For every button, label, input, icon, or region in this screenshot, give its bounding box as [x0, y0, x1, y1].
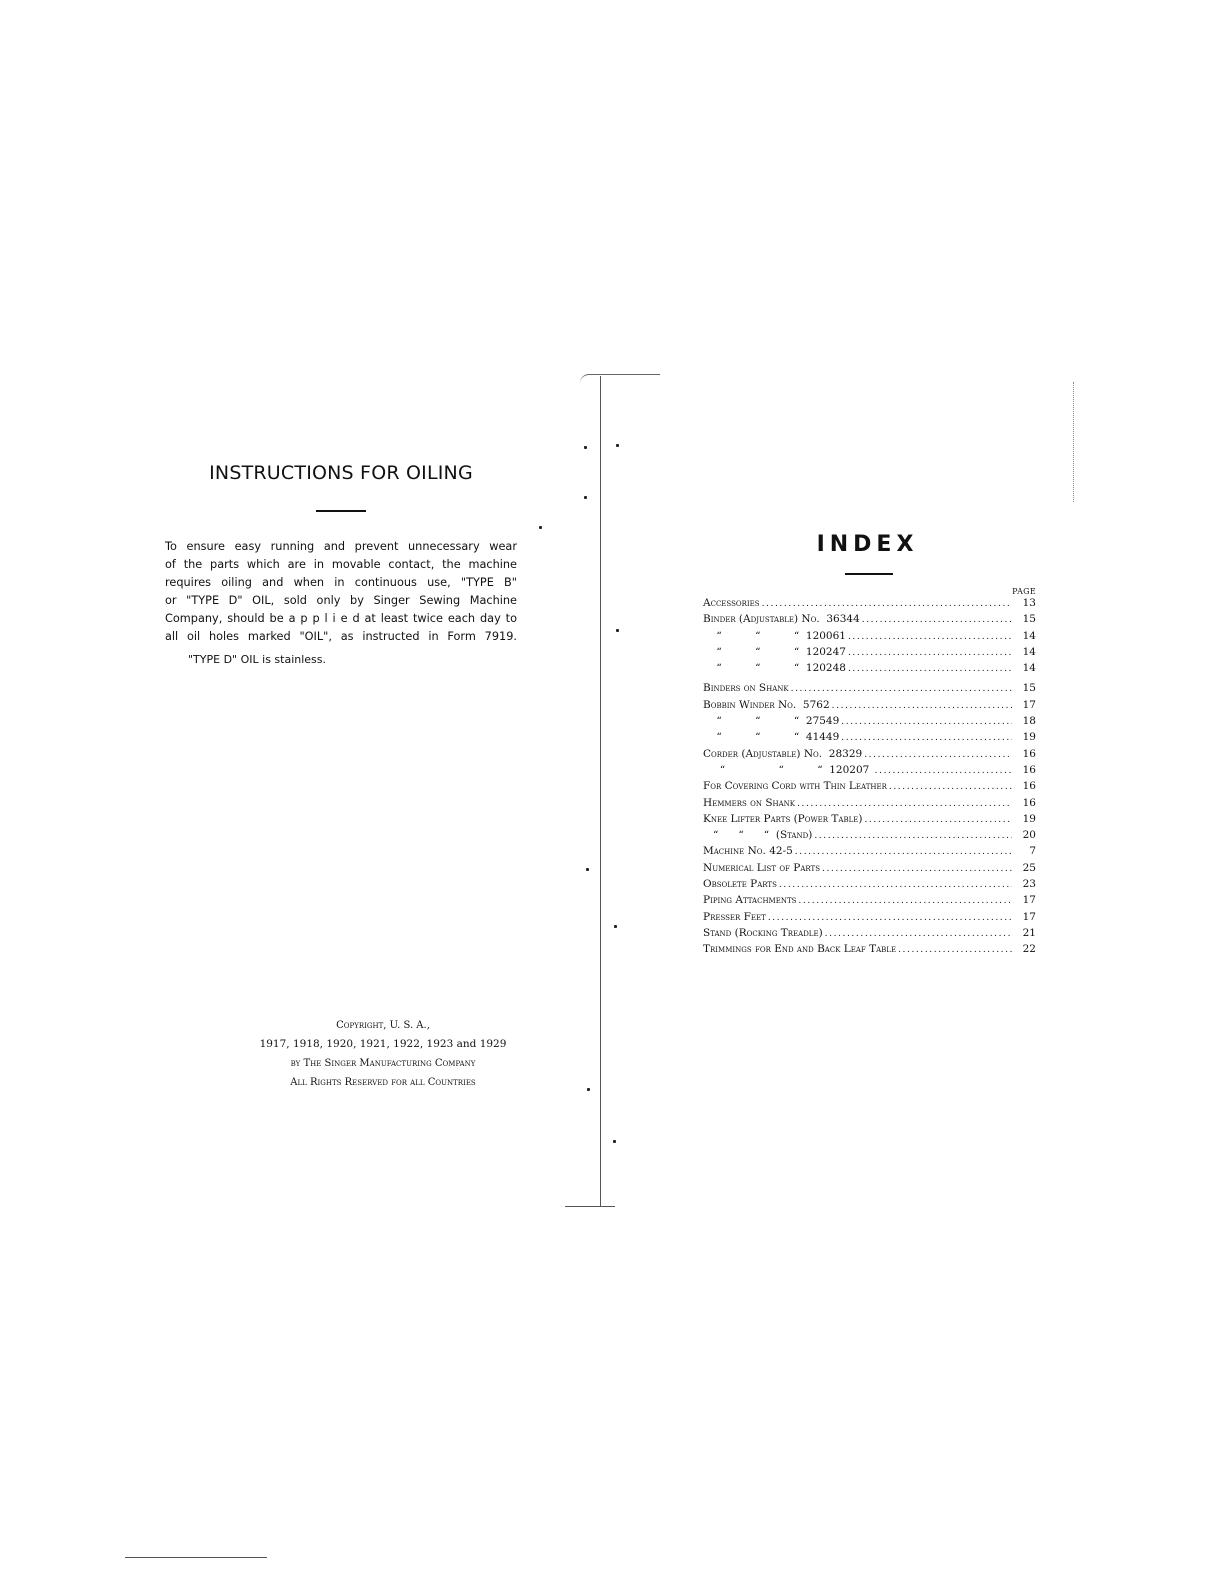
index-entry — [703, 797, 1036, 813]
dot-leader — [768, 913, 1012, 923]
dot-leader — [798, 896, 1012, 906]
index-entry-label: “ “ “ 120248 — [703, 662, 846, 675]
dot-leader — [864, 750, 1012, 760]
oiling-instructions — [165, 538, 517, 646]
index-entry-label: “ “ “ 120207 — [703, 763, 873, 776]
dot-leader — [832, 701, 1012, 711]
index-entry — [703, 764, 1036, 780]
dot-leader — [864, 815, 1012, 825]
scan-speck — [613, 1140, 616, 1143]
index-entry — [703, 699, 1036, 715]
dot-leader — [898, 945, 1012, 955]
instruction-line: of the parts which are in movable contact, the machine — [165, 558, 517, 571]
index-entry-page: 14 — [1022, 629, 1036, 642]
index-entry-label: Knee Lifter Parts (Power Table) — [703, 812, 863, 825]
oiling-title: INSTRUCTIONS FOR OILING — [209, 462, 473, 484]
index-entry-page: 19 — [1022, 731, 1036, 744]
scan-speck — [586, 868, 589, 871]
copyright-company: by The Singer Manufacturing Company — [290, 1058, 476, 1069]
index-entry-page: 18 — [1022, 715, 1036, 728]
dot-leader — [795, 847, 1012, 857]
gutter-top-edge — [580, 374, 660, 383]
index-entry-label: Binder (Adjustable) No. 36344 — [703, 613, 860, 626]
index-entry — [703, 894, 1036, 910]
index-title: INDEX — [816, 532, 919, 557]
dot-leader — [841, 733, 1012, 743]
index-list — [703, 597, 1036, 960]
index-entry-label: Machine No. 42-5 — [703, 845, 793, 858]
index-entry-label: For Covering Cord with Thin Leather — [703, 780, 887, 793]
index-entry-label: Hemmers on Shank — [703, 796, 796, 809]
instruction-line: or "TYPE D" OIL, sold only by Singer Sewing Machine — [165, 594, 517, 607]
instruction-line: Company, should be a p p l i e d at least twice each day to — [165, 612, 517, 625]
index-entry — [703, 630, 1036, 646]
index-entry — [703, 943, 1036, 959]
index-entry-page: 16 — [1022, 763, 1036, 776]
index-entry-page: 16 — [1022, 796, 1036, 809]
copyright-years: 1917, 1918, 1920, 1921, 1922, 1923 and 1929 — [259, 1038, 507, 1050]
gutter-bottom-edge — [565, 1198, 615, 1207]
index-entry — [703, 780, 1036, 796]
index-entry — [703, 597, 1036, 613]
index-entry — [703, 927, 1036, 943]
index-entry — [703, 813, 1036, 829]
page-gutter — [600, 376, 605, 1206]
index-entry-label: Obsolete Parts — [703, 878, 777, 891]
index-entry-label: “ “ “ 27549 — [703, 715, 840, 728]
index-entry — [703, 878, 1036, 894]
index-entry — [703, 715, 1036, 731]
dot-leader — [875, 766, 1012, 776]
scan-speck — [539, 526, 542, 529]
copyright-block — [250, 1016, 516, 1092]
index-entry-page: 13 — [1022, 597, 1036, 609]
index-entry-page: 14 — [1022, 662, 1036, 675]
index-entry — [703, 682, 1036, 698]
index-entry-page: 17 — [1022, 698, 1036, 711]
index-entry-page: 25 — [1022, 861, 1036, 874]
index-entry — [703, 911, 1036, 927]
dot-leader — [791, 684, 1012, 694]
index-entry-label: Trimmings for End and Back Leaf Table — [703, 943, 897, 956]
index-entry-page: 20 — [1022, 829, 1036, 842]
index-entry-label: Accessories — [703, 597, 760, 609]
dot-leader — [862, 615, 1012, 625]
index-entry-label: Bobbin Winder No. 5762 — [703, 698, 830, 711]
dot-leader — [825, 929, 1012, 939]
title-rule — [316, 510, 366, 512]
scan-speck — [584, 446, 587, 449]
dot-leader — [841, 717, 1012, 727]
dot-leader — [814, 831, 1012, 841]
index-entry — [703, 731, 1036, 747]
index-rule — [845, 573, 893, 575]
index-entry-page: 22 — [1022, 943, 1036, 956]
dot-leader — [848, 632, 1012, 642]
index-entry-label: Stand (Rocking Treadle) — [703, 926, 823, 939]
index-entry-page: 19 — [1022, 812, 1036, 825]
scan-speck — [587, 1088, 590, 1091]
index-entry-page: 21 — [1022, 926, 1036, 939]
index-entry — [703, 845, 1036, 861]
index-entry-label: “ “ “ 41449 — [703, 731, 840, 744]
dot-leader — [822, 864, 1012, 874]
index-entry — [703, 748, 1036, 764]
index-entry-label: Presser Feet — [703, 910, 766, 923]
index-entry-page: 15 — [1022, 613, 1036, 626]
index-entry — [703, 862, 1036, 878]
index-entry-label: Binders on Shank — [703, 682, 789, 695]
index-entry-page: 14 — [1022, 645, 1036, 658]
right-page-edge — [1073, 382, 1075, 502]
scan-speck — [584, 496, 587, 499]
index-entry-page: 17 — [1022, 894, 1036, 907]
instruction-line: To ensure easy running and prevent unnecessary wear — [165, 540, 517, 553]
index-entry — [703, 829, 1036, 845]
index-entry-page: 17 — [1022, 910, 1036, 923]
copyright-line: Copyright, U. S. A., — [336, 1020, 430, 1031]
index-entry — [703, 662, 1036, 678]
instruction-line: all oil holes marked "OIL", as instructed in Form 7919. — [165, 630, 517, 643]
index-entry-label: Numerical List of Parts — [703, 861, 821, 874]
index-entry-label: Piping Attachments — [703, 894, 797, 907]
index-entry-label: “ “ “ 120247 — [703, 645, 846, 658]
page-column-header: PAGE — [1012, 587, 1036, 596]
dot-leader — [762, 599, 1012, 609]
dot-leader — [779, 880, 1012, 890]
stainless-note: "TYPE D" OIL is stainless. — [188, 653, 327, 666]
index-entry-page: 16 — [1022, 747, 1036, 760]
scan-speck — [616, 629, 619, 632]
index-entry — [703, 646, 1036, 662]
dot-leader — [797, 799, 1012, 809]
dot-leader — [889, 782, 1012, 792]
index-entry-label: “ “ “ 120061 — [703, 629, 846, 642]
index-entry-page: 23 — [1022, 878, 1036, 891]
instruction-line: requires oiling and when in continuous use, "TYPE B" — [165, 576, 517, 589]
index-entry-page: 7 — [1029, 845, 1036, 858]
index-entry — [703, 613, 1036, 629]
index-entry-label: “ “ “ (Stand) — [703, 829, 813, 842]
dot-leader — [848, 664, 1012, 674]
index-entry-page: 16 — [1022, 780, 1036, 793]
dot-leader — [848, 648, 1012, 658]
index-entry-label: Corder (Adjustable) No. 28329 — [703, 747, 863, 760]
copyright-rights: All Rights Reserved for all Countries — [290, 1077, 476, 1088]
footer-link-underline — [125, 1557, 267, 1558]
scan-speck — [614, 925, 617, 928]
scan-speck — [616, 444, 619, 447]
index-entry-page: 15 — [1022, 682, 1036, 695]
